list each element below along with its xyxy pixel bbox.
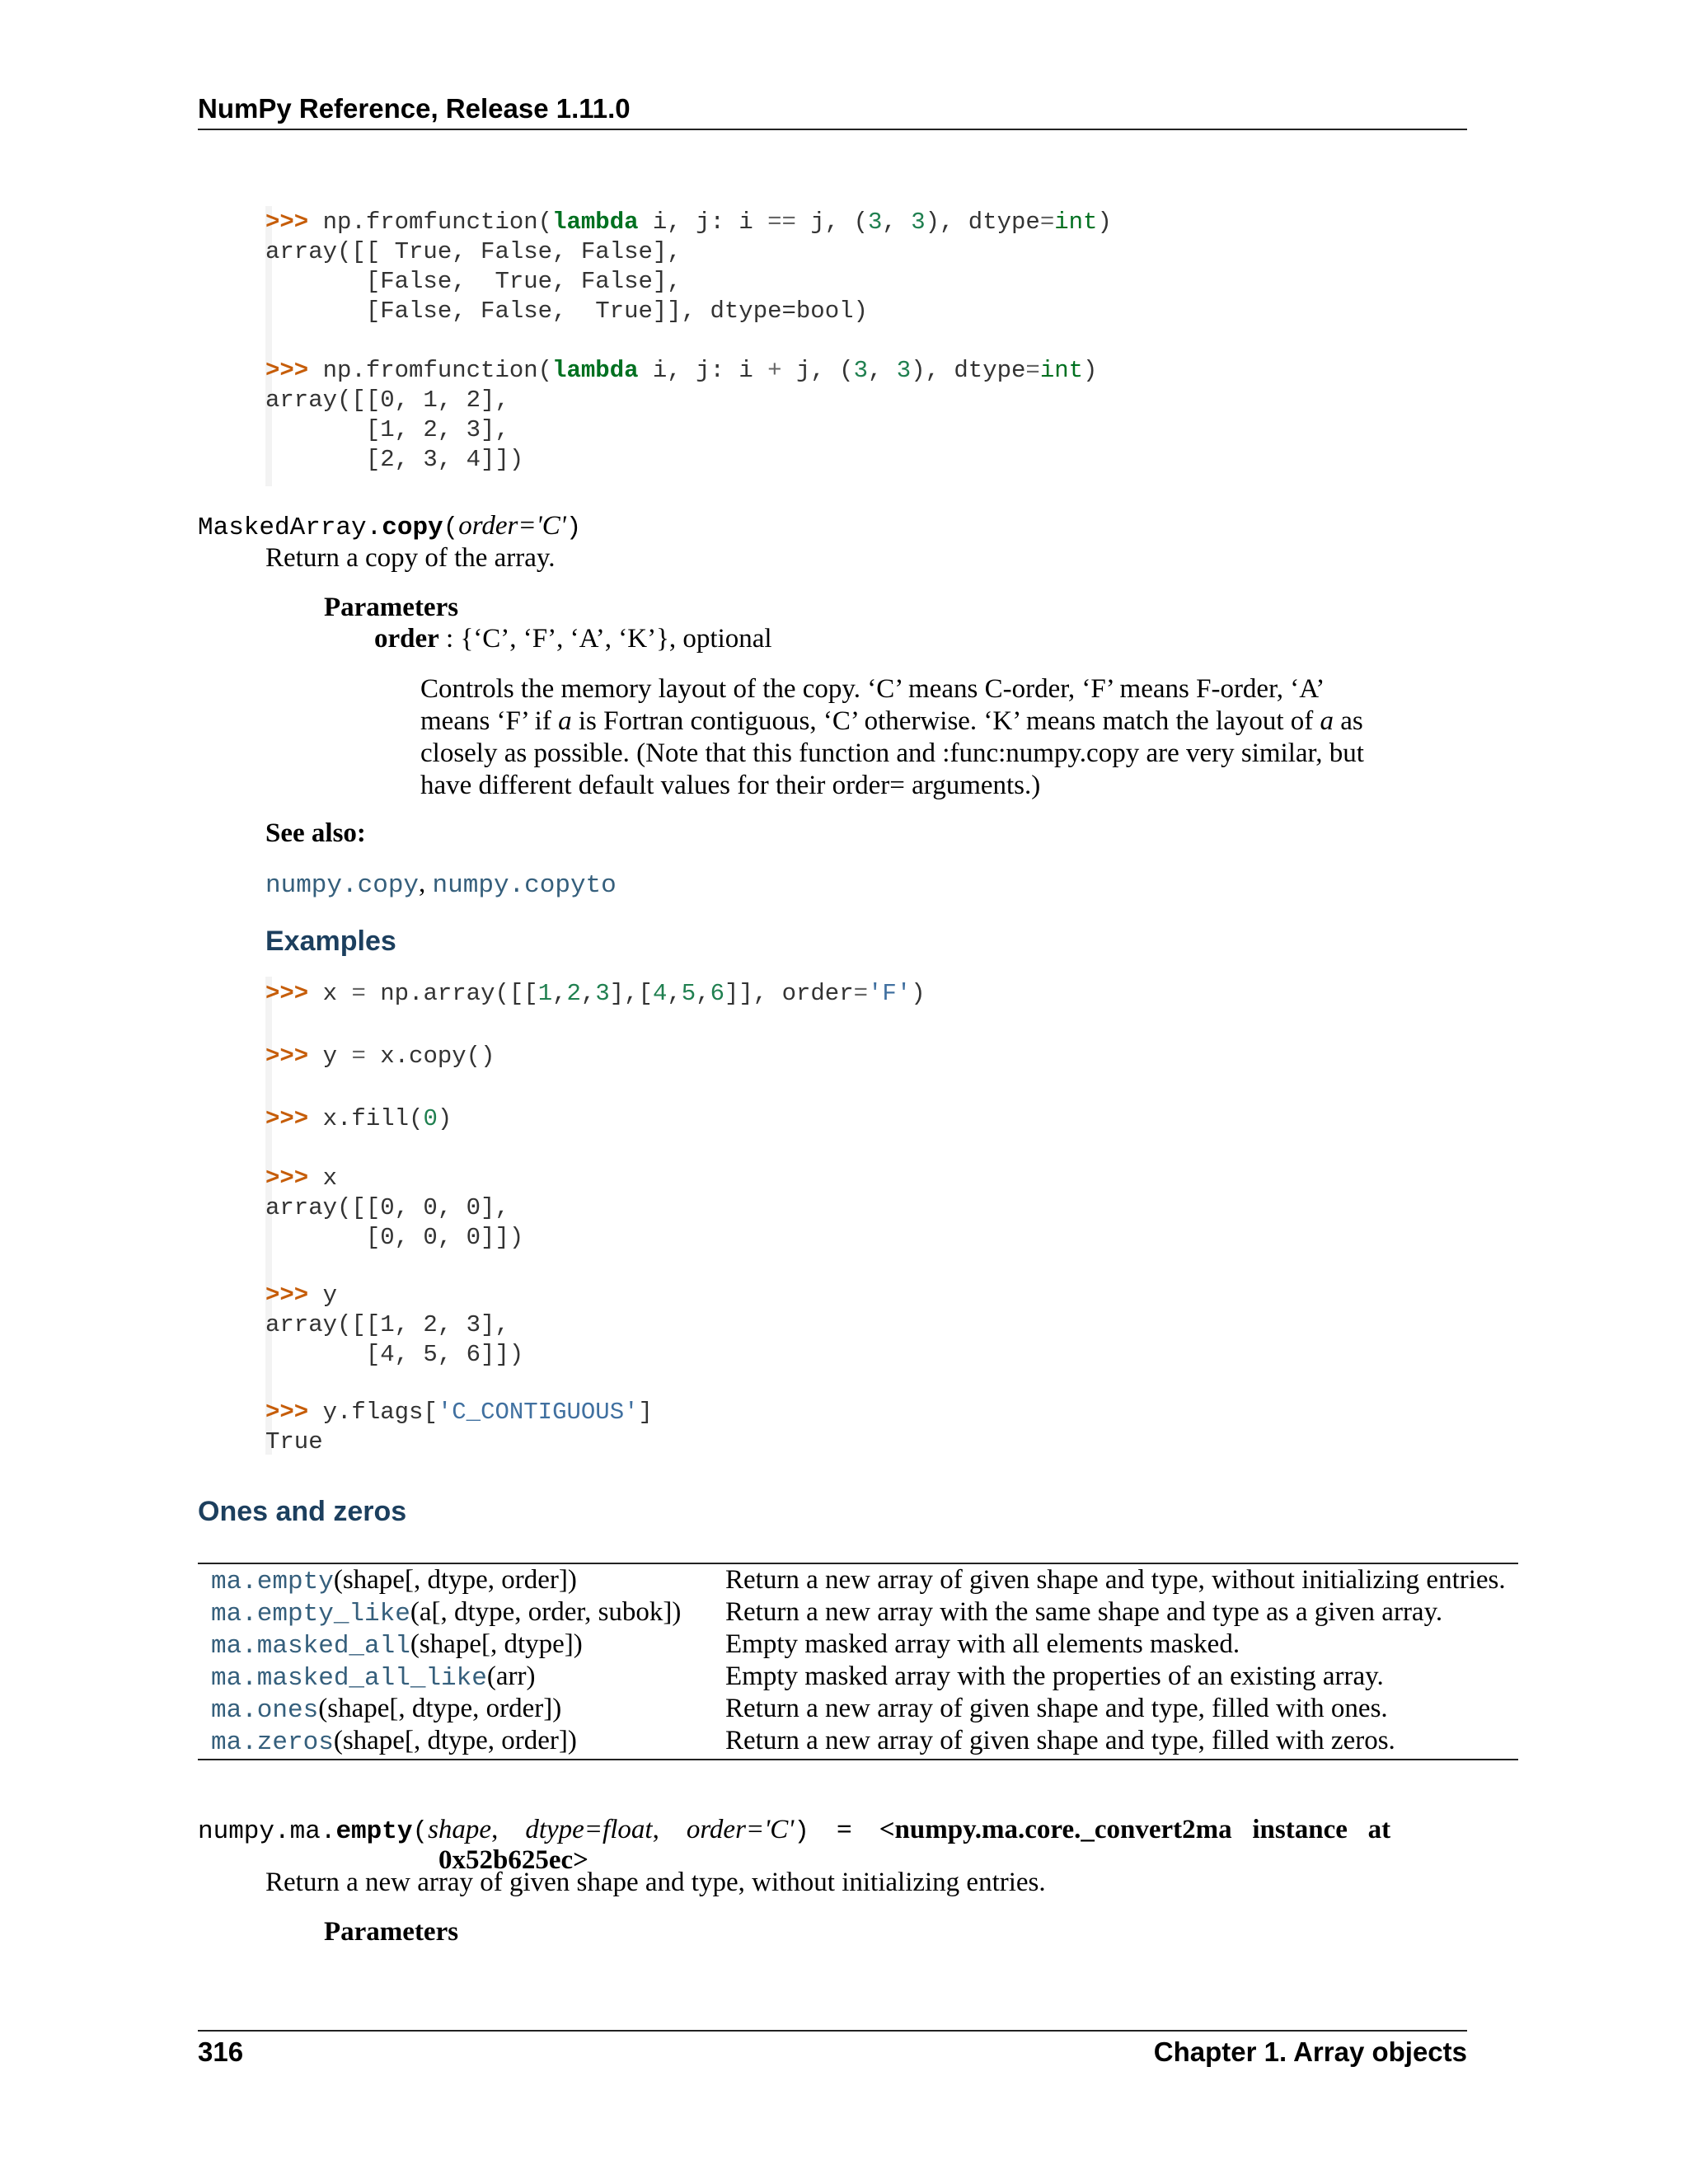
link-numpy-copy[interactable]: numpy.copy [265,871,420,900]
table-row: ma.masked_all(shape[, dtype]) Empty masked array with all elements masked. [211,1629,1240,1661]
example-fill: >>> x.fill(0) [265,1105,452,1132]
method-params: order='C' [458,511,566,541]
empty-func-signature-cont: 0x52b625ec> [438,1845,588,1875]
table-row: ma.masked_all_like(arr) Empty masked array with the properties of an existing array. [211,1661,1384,1693]
class-prefix: MaskedArray. [198,513,382,542]
examples-heading: Examples [265,926,396,957]
link-ma-zeros[interactable]: ma.zeros [211,1728,334,1757]
copy-method-signature: MaskedArray.copy(order='C') [198,511,582,542]
example-flags: >>> y.flags['C_CONTIGUOUS'] True [265,1399,653,1455]
table-row: ma.zeros(shape[, dtype, order]) Return a new array of given shape and type, filled with zeros. [211,1726,1395,1757]
method-name: copy [382,513,443,542]
see-also-heading: See also: [265,818,366,848]
empty-func-signature: numpy.ma.empty(shape, dtype=float, order='C') = <numpy.ma.core._convert2ma instance at [198,1815,1391,1846]
empty-parameters-heading: Parameters [324,1917,459,1947]
page-number: 316 [198,2036,244,2067]
param-name: order [374,624,439,654]
link-ma-masked-all-like[interactable]: ma.masked_all_like [211,1664,487,1693]
chapter-title: Chapter 1. Array objects [1153,2036,1467,2067]
empty-func-summary: Return a new array of given shape and type, without initializing entries. [265,1868,1046,1897]
example-array-create: >>> x = np.array([[1,2,3],[4,5,6]], order='F') [265,980,926,1007]
example-show-x: >>> x array([[0, 0, 0], [0, 0, 0]]) [265,1165,524,1251]
table-bottom-rule [198,1759,1518,1760]
example-show-y: >>> y array([[1, 2, 3], [4, 5, 6]]) [265,1282,524,1368]
example-copy: >>> y = x.copy() [265,1043,495,1070]
table-row: ma.empty_like(a[, dtype, order, subok]) Return a new array with the same shape and type as a given array. [211,1597,1443,1629]
param-order [374,623,772,655]
parameters-heading: Parameters [324,593,459,622]
page-header-title: NumPy Reference, Release 1.11.0 [198,93,631,124]
ones-zeros-heading: Ones and zeros [198,1496,407,1527]
footer-rule [198,2030,1467,2032]
link-ma-empty[interactable]: ma.empty [211,1568,334,1596]
link-ma-empty-like[interactable]: ma.empty_like [211,1600,410,1629]
see-also-links: numpy.copy, numpy.copyto [265,869,617,900]
link-ma-ones[interactable]: ma.ones [211,1696,319,1725]
code-block-fromfunction: >>> np.fromfunction(lambda i, j: i == j, (3, 3), dtype=int) array([[ True, False, False], [False, True, False], [False, False, True]], dtype=bool) >>> np.fromfunction(lambda i, j: i + j, (3, 3), dtype=int) array([[0, 1, 2], [1, 2, 3], [2, 3, 4]]) [265,209,1112,473]
link-numpy-copyto[interactable]: numpy.copyto [432,871,617,900]
param-order-description: Controls the memory layout of the copy. ‘C’ means C-order, ‘F’ means F-order, ‘A’ means ‘F’ if a is Fortran contiguous, ‘C’ otherwise. ‘K’ means match the layout of a as closely as possible. (Note that this function and :func:numpy.copy are very similar, but have different default values for their order= arguments.) [420,674,1364,800]
param-type: : {‘C’, ‘F’, ‘A’, ‘K’}, optional [438,624,772,654]
copy-summary: Return a copy of the array. [265,543,556,573]
header-rule [198,129,1467,130]
table-row: ma.ones(shape[, dtype, order]) Return a new array of given shape and type, filled with ones. [211,1694,1388,1725]
link-ma-masked-all[interactable]: ma.masked_all [211,1632,410,1661]
table-row: ma.empty(shape[, dtype, order]) Return a new array of given shape and type, without initializing entries. [211,1565,1506,1596]
